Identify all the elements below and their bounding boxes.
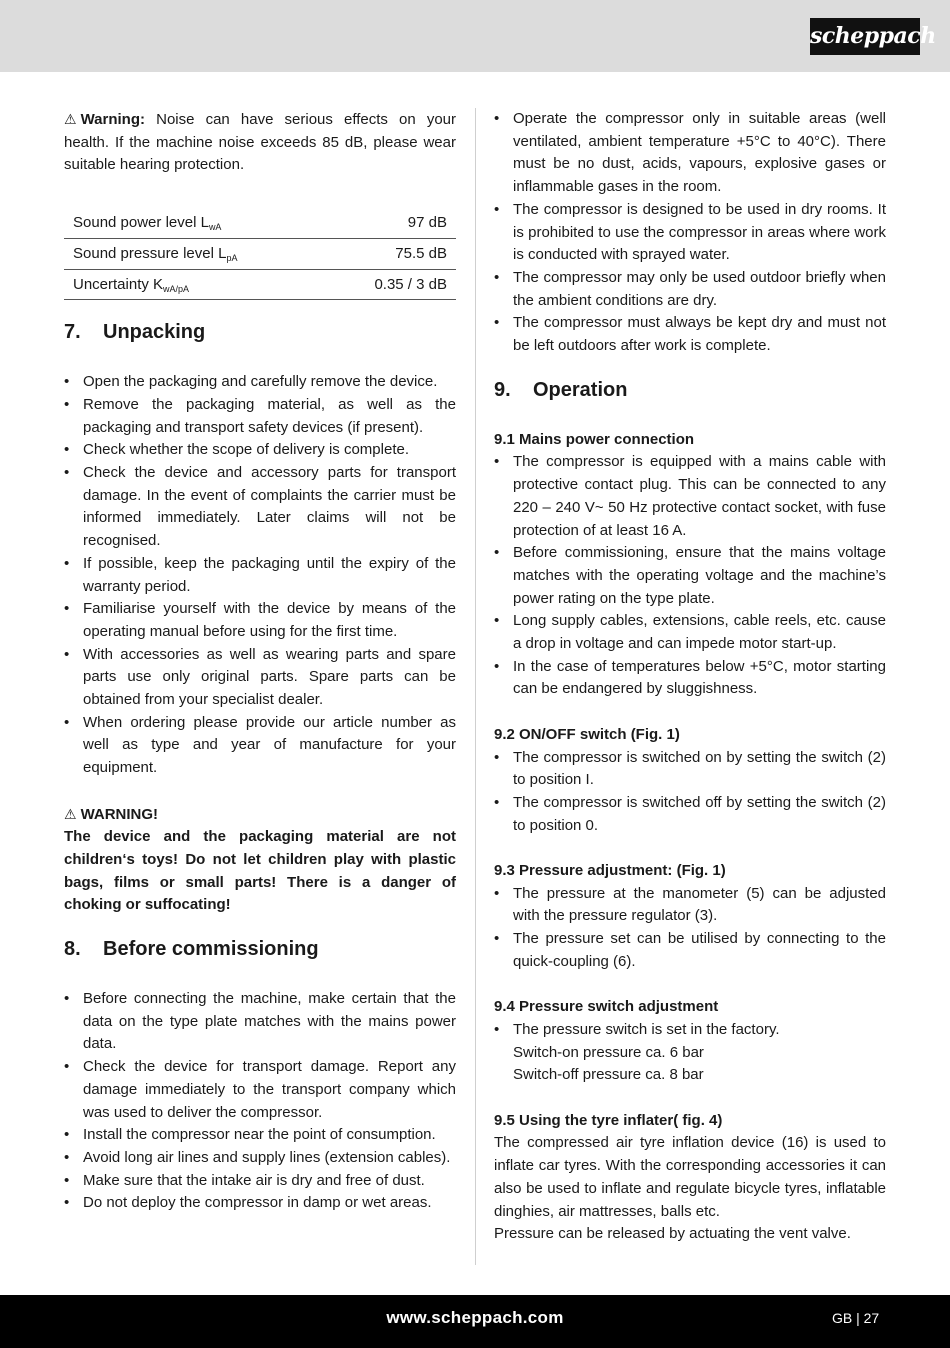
list-item: • Before commissioning, ensure that the mains voltage matches with the operating voltage and the machine’s power rating on the type plate. [494,542,886,610]
website-link[interactable]: www.scheppach.com [386,1308,564,1327]
list-item: • Open the packaging and carefully remove the device. [64,371,456,394]
tyre-inflater-text-2: Pressure can be released by actuating the vent valve. [494,1225,851,1243]
list-item: • If possible, keep the packaging until the expiry of the warranty period. [64,553,456,598]
pressure-switch-list [494,1019,886,1042]
on-off-switch-list [494,747,886,838]
page-number: GB | 27 [832,1310,880,1326]
spec-label: Sound power level $L_{wA}$ [64,208,326,238]
noise-warning-label: Warning: [80,111,145,128]
before-commissioning-list [64,988,456,1215]
spec-label: Sound pressure level $L_{pA}$ [64,238,326,269]
pressure-adjustment-list [494,883,886,974]
subsection-heading: 9.4 Pressure switch adjustment [494,998,719,1016]
list-item: • The pressure set can be utilised by connecting to the quick-coupling (6). [494,928,886,973]
list-item: • The pressure switch is set in the factory. [494,1019,886,1042]
subsection-heading: 9.1 Mains power connection [494,430,695,448]
list-item: • Avoid long air lines and supply lines (extension cables). [64,1147,456,1170]
list-item: • Operate the compressor only in suitable areas (well ventilated, ambient temperature +5°C to 40°C). There must be no dust, acids, vapours, explosive gases or inflammable gases in the room. [494,108,886,199]
children-warning-title: ⚠ WARNING! [64,803,456,827]
mains-power-list [494,451,886,701]
list-item: • Install the compressor near the point of consumption. [64,1124,456,1147]
section-heading-operation: 9. Operation [494,378,628,401]
table-row [64,269,456,300]
column-divider [475,108,476,1265]
noise-specs-table [64,208,456,300]
list-item: • Check the device for transport damage. Report any damage immediately to the transport company which was used to deliver the compressor. [64,1056,456,1124]
list-item: • Remove the packaging material, as well as the packaging and transport safety devices (if present). [64,394,456,439]
brand-logo: scheppach [810,18,920,55]
list-item: • Do not deploy the compressor in damp or wet areas. [64,1192,456,1215]
spec-value: 0.35 / 3 dB [326,269,456,300]
left-column [64,108,456,1215]
section-heading-before-commissioning: 8. Before commissioning [64,938,319,961]
page-header [0,0,950,72]
list-item: • With accessories as well as wearing parts and spare parts use only original parts. Spare parts can be obtained from your specialist dealer. [64,644,456,712]
right-column [494,108,886,1246]
page-footer [0,1295,950,1348]
subsection-heading: 9.2 ON/OFF switch (Fig. 1) [494,725,680,743]
operating-conditions-list [494,108,886,358]
list-item: • Check the device and accessory parts for transport damage. In the event of complaints the carrier must be informed immediately. Later claims will not be recognised. [64,462,456,553]
noise-warning-text: Noise can have serious effects on your health. If the machine noise exceeds 85 dB, please wear suitable hearing protection. [64,111,457,174]
list-item: • The compressor is equipped with a mains cable with protective contact plug. This can be connected to any 220 – 240 V~ 50 Hz protective contact socket, with fuse protection of at least 16 A. [494,451,886,542]
subsection-heading: 9.3 Pressure adjustment: (Fig. 1) [494,862,726,880]
switch-on-pressure: Switch-on pressure ca. 6 bar [513,1043,704,1061]
spec-value: 97 dB [326,208,456,238]
list-item: • Familiarise yourself with the device by means of the operating manual before using for the first time. [64,598,456,643]
section-heading-unpacking: 7. Unpacking [64,321,206,344]
list-item: • The compressor may only be used outdoor briefly when the ambient conditions are dry. [494,267,886,312]
list-item: • Before connecting the machine, make certain that the data on the type plate matches with the mains power data. [64,988,456,1056]
switch-off-pressure: Switch-off pressure ca. 8 bar [513,1066,704,1084]
list-item: • When ordering please provide our article number as well as type and year of manufacture for your equipment. [64,712,456,780]
list-item: • The compressor is designed to be used in dry rooms. It is prohibited to use the compressor in areas where work is conducted with sprayed water. [494,199,886,267]
spec-value: 75.5 dB [326,238,456,269]
list-item: • Check whether the scope of delivery is complete. [64,439,456,462]
unpacking-list [64,371,456,780]
list-item: • Make sure that the intake air is dry and free of dust. [64,1170,456,1193]
table-row [64,208,456,238]
list-item: • The compressor is switched on by setting the switch (2) to position I. [494,747,886,792]
warning-triangle-icon: ⚠ [64,111,77,127]
list-item: • In the case of temperatures below +5°C, motor starting can be endangered by sluggishness. [494,656,886,701]
subsection-heading: 9.5 Using the tyre inflater( fig. 4) [494,1111,723,1129]
list-item: • The compressor must always be kept dry and must not be left outdoors after work is complete. [494,312,886,357]
list-item: • Long supply cables, extensions, cable reels, etc. cause a drop in voltage and can impede motor start-up. [494,610,886,655]
list-item: • The pressure at the manometer (5) can be adjusted with the pressure regulator (3). [494,883,886,928]
spec-label: Uncertainty $K_{wA/pA}$ [64,269,326,300]
children-warning-text: The device and the packaging material are not children‘s toys! Do not let children play with plastic bags, films or small parts! There is a danger of choking or suffocating! [64,828,456,914]
warning-triangle-icon: ⚠ [64,805,77,822]
tyre-inflater-text: The compressed air tyre inflation device (16) is used to inflate car tyres. With the corresponding accessories it can also be used to inflate and regulate bicycle tyres, inflatable dinghies, air mattresses, balls etc. [494,1134,886,1220]
list-item: • The compressor is switched off by setting the switch (2) to position 0. [494,792,886,837]
table-row [64,238,456,269]
noise-warning [64,108,456,177]
